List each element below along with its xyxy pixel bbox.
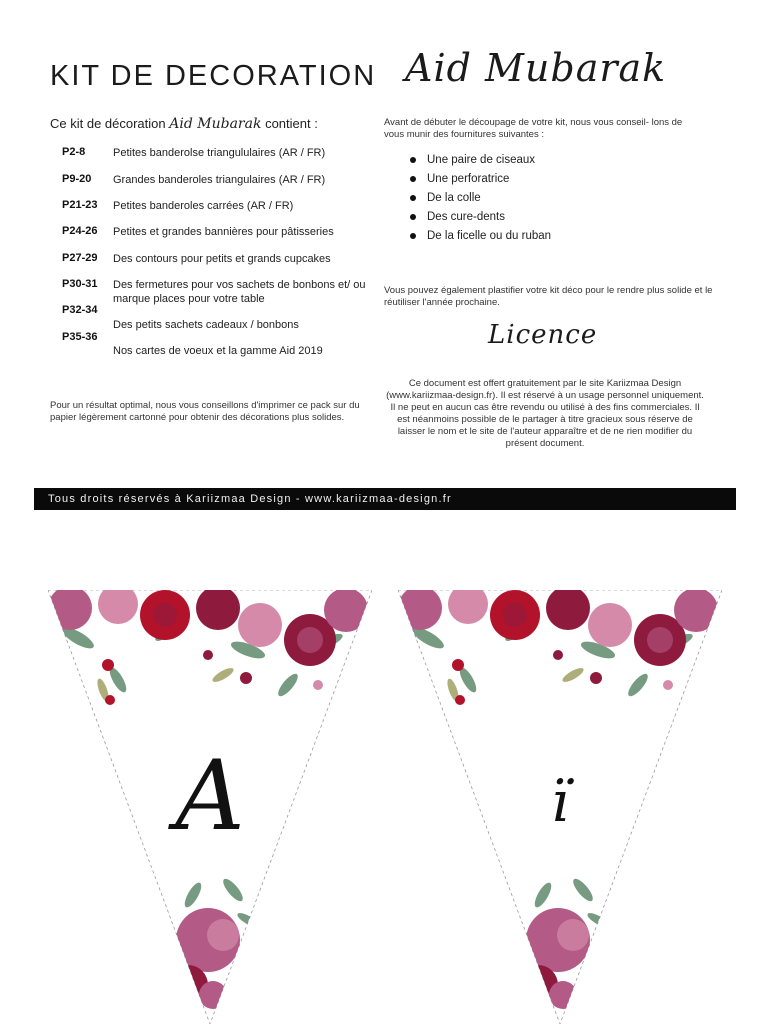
- page-code: P9-20: [62, 173, 92, 185]
- page-code: P27-29: [62, 252, 98, 264]
- page-description: Grandes banderoles triangulaires (AR / FR): [113, 174, 326, 186]
- list-item: [410, 188, 551, 207]
- supply-label: Une perforatrice: [427, 172, 510, 185]
- page-description: Petites et grandes bannières pour pâtisseries: [113, 226, 334, 238]
- page-code: P21-23: [62, 199, 98, 211]
- intro-prefix: Ce kit de décoration: [50, 116, 166, 131]
- supply-label: Une paire de ciseaux: [427, 153, 536, 166]
- intro-script-word: Aid Mubarak: [169, 116, 262, 132]
- page-code: P35-36: [62, 331, 98, 343]
- supply-list: [410, 150, 551, 245]
- copyright-bar: [34, 488, 736, 510]
- page-description: Petites banderolse triangululaires (AR / FR): [113, 147, 326, 159]
- laminate-tip: Vous pouvez également plastifier votre kit déco pour le rendre plus solide et le réutiliser l'année prochaine.: [384, 285, 713, 308]
- bullet-icon: [410, 233, 416, 239]
- intro-suffix: contient :: [265, 116, 318, 131]
- page-description: Petites banderoles carrées (AR / FR): [113, 200, 294, 212]
- page-code: P30-31: [62, 278, 98, 290]
- pennant-right: [398, 590, 722, 1024]
- bullet-icon: [410, 214, 416, 220]
- list-item: [410, 226, 551, 245]
- supply-label: Des cure-dents: [427, 210, 505, 223]
- script-title: Aid Mubarak: [405, 46, 667, 90]
- pennant-letter: ï: [551, 770, 569, 835]
- page-description: Des fermetures pour vos sachets de bonbons et/ ou marque places pour votre table: [113, 279, 366, 305]
- page-code: P24-26: [62, 225, 98, 237]
- supplies-intro: Avant de débuter le découpage de votre kit, nous vous conseil- lons de vous munir des fournitures suivantes :: [384, 117, 683, 140]
- bullet-icon: [410, 157, 416, 163]
- copyright-text: Tous droits réservés à Kariizmaa Design - www.kariizmaa-design.fr: [48, 493, 452, 505]
- print-tip: Pour un résultat optimal, nous vous conseillons d'imprimer ce pack sur du papier légèrement cartonné pour obtenir des décorations plus solides.: [50, 400, 360, 423]
- list-item: [410, 150, 551, 169]
- list-item: [410, 207, 551, 226]
- page-description: Des contours pour petits et grands cupcakes: [113, 253, 331, 265]
- contents-intro: [50, 116, 318, 132]
- list-item: [410, 169, 551, 188]
- page-description: Nos cartes de voeux et la gamme Aid 2019: [113, 345, 323, 357]
- supply-label: De la colle: [427, 191, 481, 204]
- pennant-left: [48, 590, 372, 1024]
- page-description: Des petits sachets cadeaux / bonbons: [113, 319, 299, 331]
- page-code: P32-34: [62, 304, 98, 316]
- bullet-icon: [410, 176, 416, 182]
- page-title: KIT DE DECORATION: [50, 60, 377, 92]
- licence-text: Ce document est offert gratuitement par le site Kariizmaa Design (www.kariizmaa-design.fr). Il est réservé à un usage personnel uniquement. Il ne peut en aucun cas être revendu ou utilisé à des fins commerciales. Il est néanmoins possible de le partager à titre gracieux sous réserve de laisser le nom et le site de l'auteur apparaître et de ne rien modifier du présent document.: [386, 378, 704, 449]
- licence-title: Licence: [488, 320, 598, 350]
- pennant-letter: A: [175, 740, 245, 852]
- page-code: P2-8: [62, 146, 86, 158]
- bullet-icon: [410, 195, 416, 201]
- supply-label: De la ficelle ou du ruban: [427, 229, 552, 242]
